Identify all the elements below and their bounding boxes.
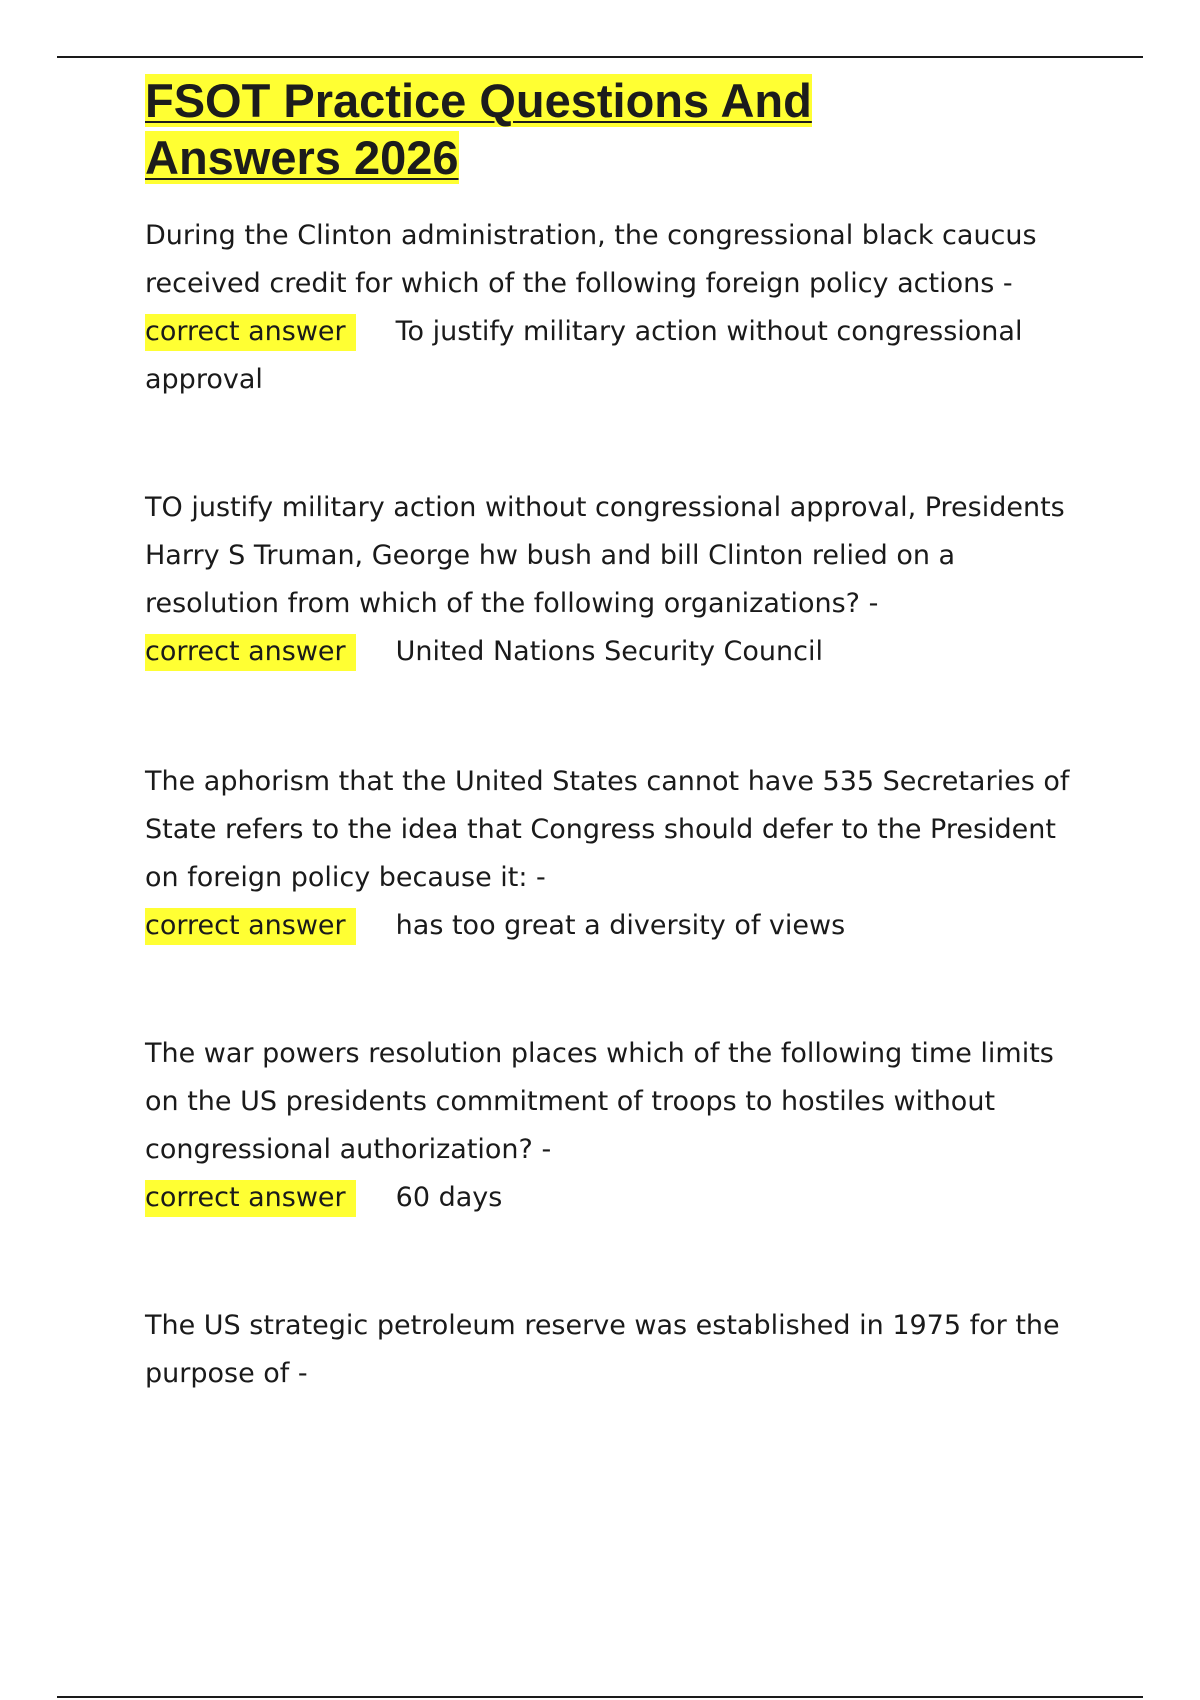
answer-label: correct answer — [145, 1180, 356, 1217]
question-text: The war powers resolution places which of the following time limits on the US presidents commitment of troops to hostiles without congressional authorization? - — [145, 1038, 1054, 1165]
document-title — [145, 72, 885, 186]
bottom-divider — [57, 1696, 1143, 1698]
answer-text: United Nations Security Council — [395, 636, 823, 667]
question-text: TO justify military action without congressional approval, Presidents Harry S Truman, George hw bush and bill Clinton relied on a resolution from which of the following organizations? - — [145, 492, 1065, 619]
answer-label: correct answer — [145, 908, 356, 945]
qa-item — [145, 484, 1095, 676]
answer-text: To justify military action without congressional approval — [145, 316, 1023, 395]
qa-item — [145, 758, 1095, 950]
title-line-1: FSOT Practice Questions And — [145, 74, 812, 127]
answer-label: correct answer — [145, 314, 356, 351]
question-text: During the Clinton administration, the congressional black caucus received credit for which of the following foreign policy actions - — [145, 220, 1037, 299]
qa-item — [145, 1302, 1095, 1398]
question-text: The US strategic petroleum reserve was established in 1975 for the purpose of - — [145, 1310, 1060, 1389]
answer-label: correct answer — [145, 634, 356, 671]
question-text: The aphorism that the United States cannot have 535 Secretaries of State refers to the idea that Congress should defer to the President on foreign policy because it: - — [145, 766, 1070, 893]
qa-item — [145, 1030, 1095, 1222]
qa-item — [145, 212, 1095, 404]
title-line-2: Answers 2026 — [145, 131, 459, 184]
answer-text: has too great a diversity of views — [395, 910, 846, 941]
top-divider — [57, 56, 1143, 58]
answer-text: 60 days — [395, 1182, 503, 1213]
